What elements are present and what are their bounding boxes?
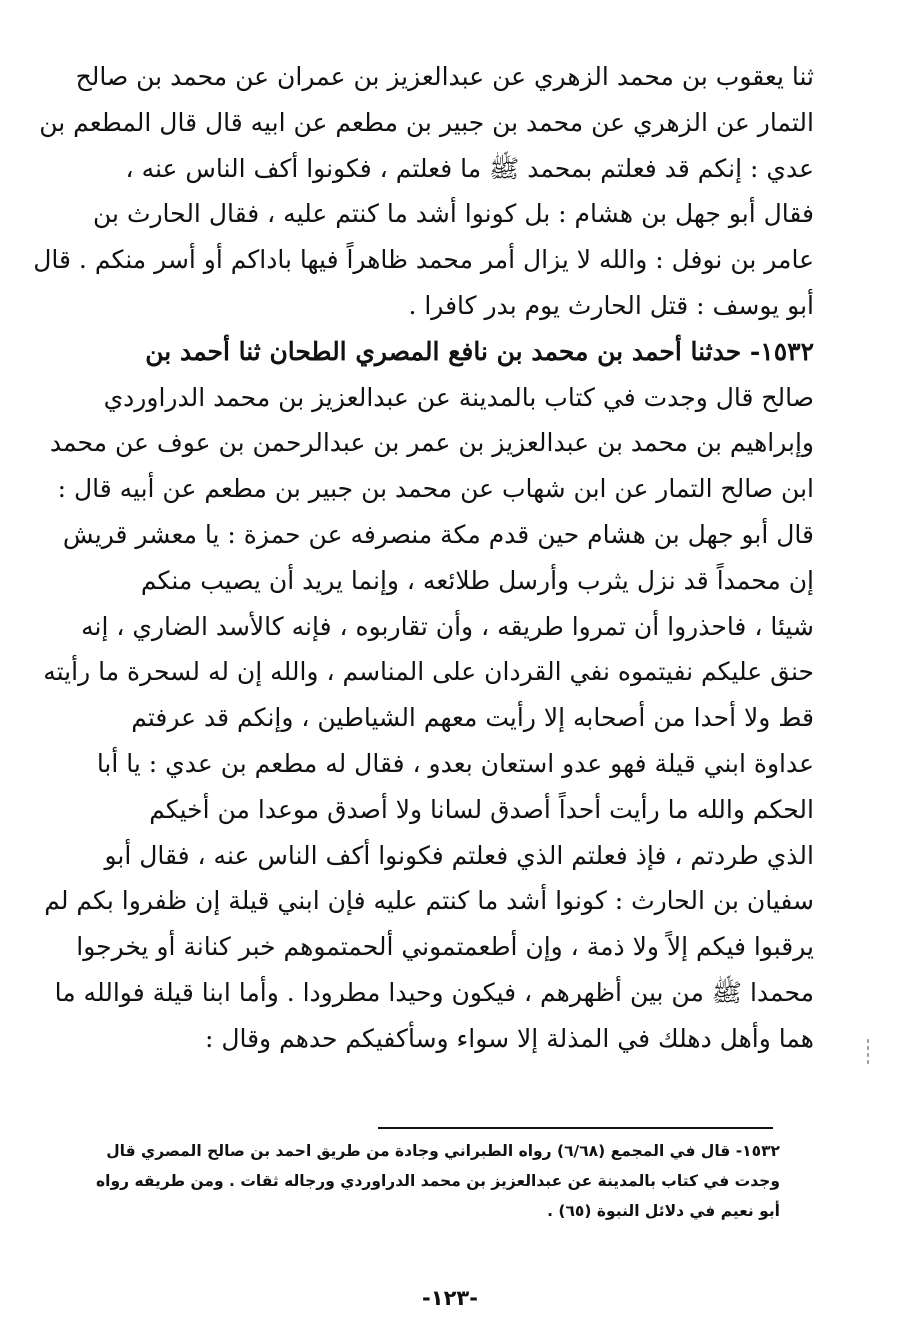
text-line: الذي طردتم ، فإذ فعلتم الذي فعلتم فكونوا أكف الناس عنه ، فقال أبو [104,840,814,870]
text-line: سفيان بن الحارث : كونوا أشد ما كنتم عليه فإن ابني قيلة إن ظفروا بكم لم [44,886,814,916]
page-number: -١٢٣- [422,1286,478,1310]
text-line: شيئا ، فاحذروا أن تمروا طريقه ، وأن تقاربوه ، فإنه كالأسد الضاري ، إنه [81,611,814,641]
text-line: التمار عن الزهري عن محمد بن جبير بن مطعم عن ابيه قال قال المطعم بن [39,107,814,137]
hadith-1532-heading-line: ١٥٣٢- حدثنا أحمد بن محمد بن نافع المصري الطحان ثنا أحمد بن [145,336,814,366]
text-line: ثنا يعقوب بن محمد الزهري عن عبدالعزيز بن عمران عن محمد بن صالح [75,62,814,91]
text-line: عامر بن نوفل : والله لا يزال أمر محمد ظاهراً فيها باداكم أو أسر منكم . قال [33,245,814,275]
footnote-block [96,1136,780,1226]
text-line: قال أبو جهل بن هشام حين قدم مكة منصرفه عن حمزة : يا معشر قريش [62,519,814,549]
text-line: عداوة ابني قيلة فهو عدو استعان بعدو ، فقال له مطعم بن عدي : يا أبا [96,748,814,778]
text-line: يرقبوا فيكم إلاً ولا ذمة ، وإن أطعمتموني ألحمتموهم خبر كنانة أو يخرجوا [76,932,814,962]
text-line: ابن صالح التمار عن ابن شهاب عن محمد بن جبير بن مطعم عن أبيه قال : [57,474,814,504]
text-line: حنق عليكم نفيتموه نفي القردان على المناسم ، والله إن له لسحرة ما رأيته [43,657,814,687]
footnote-line: ١٥٣٢- قال في المجمع (٦/٦٨) رواه الطبراني وجادة من طريق احمد بن صالح المصري قال [106,1142,780,1160]
footnote-line: أبو نعيم في دلائل النبوة (٦٥) . [547,1202,780,1220]
text-line: محمدا ﷺ من بين أظهرهم ، فيكون وحيدا مطرودا . وأما ابنا قيلة فوالله ما [54,977,814,1007]
text-line: إن محمداً قد نزل يثرب وأرسل طلائعه ، وإنما يريد أن يصيب منكم [140,565,814,595]
text-line: صالح قال وجدت في كتاب بالمدينة عن عبدالعزيز بن محمد الدراوردي [103,382,814,412]
text-line: أبو يوسف : قتل الحارث يوم بدر كافرا . [408,290,814,320]
text-line: عدي : إنكم قد فعلتم بمحمد ﷺ ما فعلتم ، فكونوا أكف الناس عنه ، [125,153,814,183]
margin-speck-marks [866,1036,870,1070]
footnote-line: وجدت في كتاب بالمدينة عن عبدالعزيز بن محمد الدراوردي ورجاله ثقات . ومن طريقه رواه [96,1172,780,1190]
text-line: الحكم والله ما رأيت أحداً أصدق لسانا ولا أصدق موعدا من أخيكم [149,794,814,824]
text-line: هما وأهل دهلك في المذلة إلا سواء وسأكفيكم حدهم وقال : [204,1023,814,1053]
footnote-separator-rule [378,1127,773,1129]
text-line: فقال أبو جهل بن هشام : بل كونوا أشد ما كنتم عليه ، فقال الحارث بن [93,199,814,229]
text-line: قط ولا أحدا من أصحابه إلا رأيت معهم الشياطين ، وإنكم قد عرفتم [131,703,814,733]
main-text-block [33,54,814,1062]
text-line: وإبراهيم بن محمد بن عبدالعزيز بن عمر بن عبدالرحمن بن عوف عن محمد [49,428,814,458]
